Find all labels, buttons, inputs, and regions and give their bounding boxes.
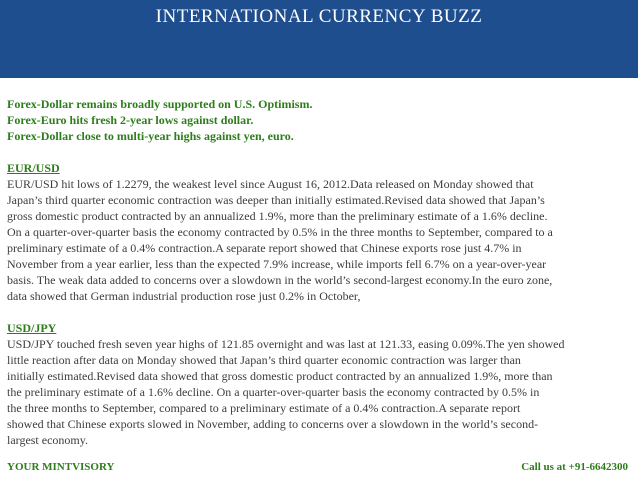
footer-contact: Call us at +91-6642300 bbox=[521, 461, 628, 473]
headline-1: Forex-Dollar remains broadly supported on U.S. Optimism. bbox=[7, 97, 313, 111]
paragraph-line: EUR/USD hit lows of 1.2279, the weakest level since August 16, 2012.Data released on Monday showed that bbox=[7, 177, 534, 191]
paragraph-line: the preliminary estimate of a 1.6% decline. On a quarter-over-quarter basis the economy contracted by 0.5% in bbox=[7, 385, 540, 399]
headline-2: Forex-Euro hits fresh 2-year lows against dollar. bbox=[7, 113, 254, 127]
footer-brand: YOUR MINTVISORY bbox=[7, 461, 115, 473]
paragraph-line: initially estimated.Revised data showed that gross domestic product contracted by an annualized 1.9%, more than bbox=[7, 369, 553, 383]
paragraph-line: November from a year earlier, less than the expected 7.9% increase, while imports fell 6.7% on a year-over-year bbox=[7, 257, 547, 271]
spacer bbox=[7, 304, 632, 320]
page-title: INTERNATIONAL CURRENCY BUZZ bbox=[155, 6, 483, 27]
paragraph-line: little reaction after data on Monday showed that Japan’s third quarter economic contraction was larger than bbox=[7, 353, 521, 367]
section-title-eur-usd: EUR/USD bbox=[7, 161, 60, 175]
spacer bbox=[7, 144, 632, 160]
paragraph-line: On a quarter-over-quarter basis the economy contracted by 0.5% in the three months to September, compared to a bbox=[7, 225, 553, 239]
section-eur-usd bbox=[7, 160, 632, 304]
paragraph-line: basis. The weak data added to concerns over a slowdown in the world’s second-largest economy.In the euro zone, bbox=[7, 273, 553, 287]
paragraph-line: preliminary estimate of a 0.4% contraction.A separate report showed that Chinese exports rose just 4.7% in bbox=[7, 241, 522, 255]
paragraph-line: Japan’s third quarter economic contraction was deeper than initially estimated.Revised data showed that Japan’s bbox=[7, 193, 545, 207]
paragraph-line: gross domestic product contracted by an annualized 1.9%, more than the preliminary estimate of a 1.6% decline. bbox=[7, 209, 548, 223]
header-banner bbox=[0, 0, 638, 78]
headline-3: Forex-Dollar close to multi-year highs against yen, euro. bbox=[7, 129, 294, 143]
paragraph-line: showed that Chinese exports slowed in November, adding to concerns over a slowdown in the world’s second- bbox=[7, 417, 539, 431]
paragraph-line: the three months to September, compared to a preliminary estimate of a 0.4% contraction.A separate report bbox=[7, 401, 521, 415]
content-area bbox=[7, 96, 632, 448]
headlines-block bbox=[7, 96, 632, 144]
paragraph-line: largest economy. bbox=[7, 433, 88, 447]
paragraph-line: USD/JPY touched fresh seven year highs of 121.85 overnight and was last at 121.33, easing 0.09%.The yen showed bbox=[7, 337, 565, 351]
paragraph-line: data showed that German industrial production rose just 0.2% in October, bbox=[7, 289, 361, 303]
section-usd-jpy bbox=[7, 320, 632, 448]
section-title-usd-jpy: USD/JPY bbox=[7, 321, 57, 335]
